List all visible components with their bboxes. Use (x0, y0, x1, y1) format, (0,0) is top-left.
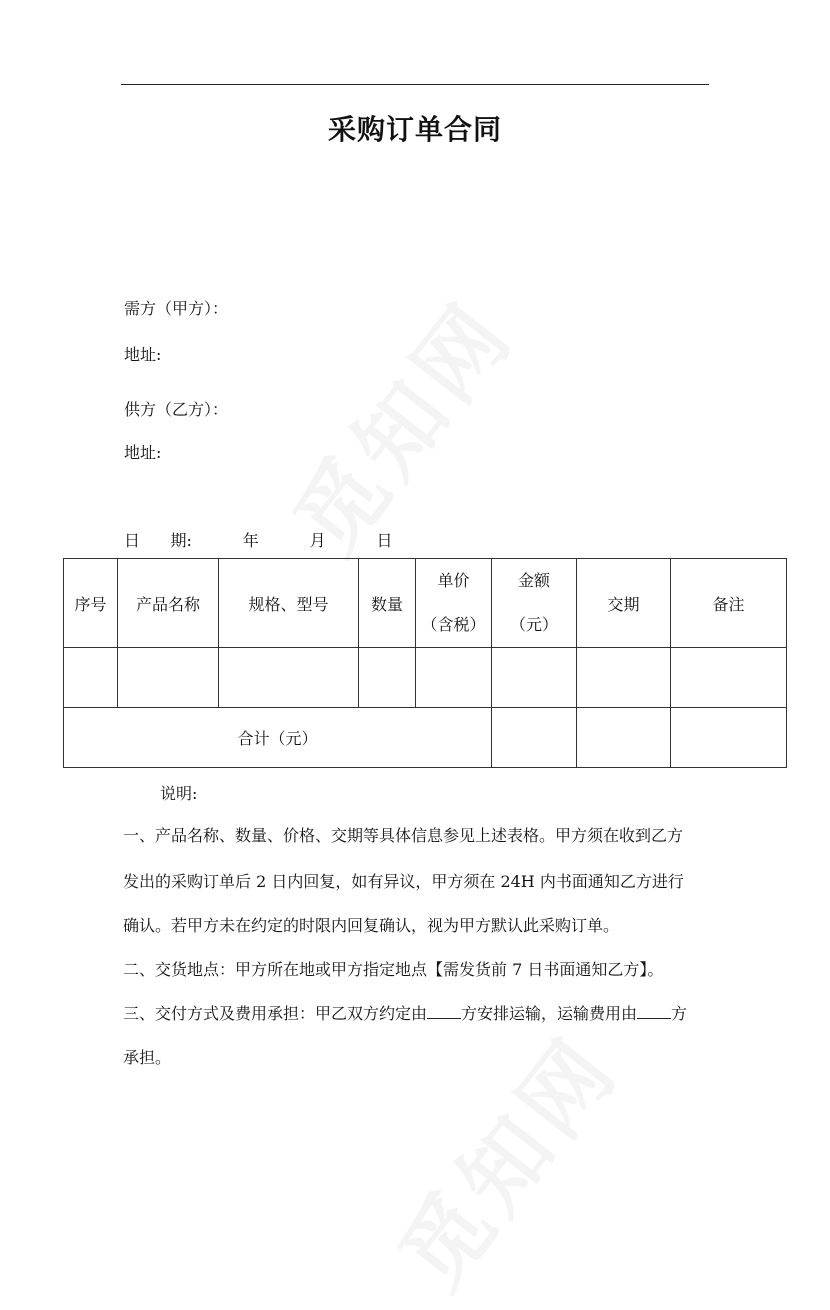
order-table (63, 558, 787, 768)
cell-delivery (577, 648, 671, 708)
note-3-part-3: 方 (671, 1004, 688, 1023)
cell-no (64, 648, 118, 708)
header-unit-price (416, 559, 492, 648)
header-qty: 数量 (359, 559, 416, 648)
note-3-line-2: 承担。 (123, 1048, 172, 1067)
fill-blank-transport (427, 1004, 461, 1019)
total-label: 合计（元） (64, 708, 492, 768)
total-remark (671, 708, 787, 768)
seller-address-label: 地址: (124, 443, 162, 462)
notes-title: 说明: (160, 784, 198, 803)
header-remark: 备注 (671, 559, 787, 648)
header-amount (492, 559, 577, 648)
buyer-label: 需方（甲方）： (124, 299, 229, 318)
cell-remark (671, 648, 787, 708)
cell-spec (219, 648, 359, 708)
date-line: 日 期: 年 月 日 (124, 531, 393, 550)
amount-unit-label: （元） (509, 615, 558, 634)
header-no: 序号 (64, 559, 118, 648)
note-3-part-2: 方安排运输，运输费用由 (461, 1004, 638, 1023)
total-amount (492, 708, 577, 768)
header-product-name: 产品名称 (118, 559, 219, 648)
note-2: 二、交货地点：甲方所在地或甲方指定地点【需发货前 7 日书面通知乙方】。 (123, 960, 664, 979)
header-rule (121, 84, 709, 85)
cell-unit-price (416, 648, 492, 708)
total-delivery (577, 708, 671, 768)
amount-label: 金额 (517, 571, 550, 590)
note-1-line-3: 确认。若甲方未在约定的时限内回复确认，视为甲方默认此采购订单。 (123, 916, 620, 935)
cell-product-name (118, 648, 219, 708)
fill-blank-cost (637, 1004, 671, 1019)
page-title: 采购订单合同 (327, 113, 502, 146)
buyer-address-label: 地址: (124, 345, 162, 364)
unit-price-label: 单价 (437, 571, 470, 590)
table-header-row (64, 559, 787, 648)
note-3-line-1 (123, 1001, 723, 1024)
unit-price-tax-label: （含税） (421, 615, 486, 634)
header-spec: 规格、型号 (219, 559, 359, 648)
note-1-line-2: 发出的采购订单后 2 日内回复，如有异议，甲方须在 24H 内书面通知乙方进行 (123, 872, 684, 891)
table-total-row (64, 708, 787, 768)
note-1-line-1: 一、产品名称、数量、价格、交期等具体信息参见上述表格。甲方须在收到乙方 (123, 826, 684, 845)
note-3-part-1: 三、交付方式及费用承担：甲乙双方约定由 (123, 1004, 428, 1023)
table-row (64, 648, 787, 708)
seller-label: 供方（乙方）： (124, 400, 229, 419)
cell-qty (359, 648, 416, 708)
cell-amount (492, 648, 577, 708)
header-delivery: 交期 (577, 559, 671, 648)
